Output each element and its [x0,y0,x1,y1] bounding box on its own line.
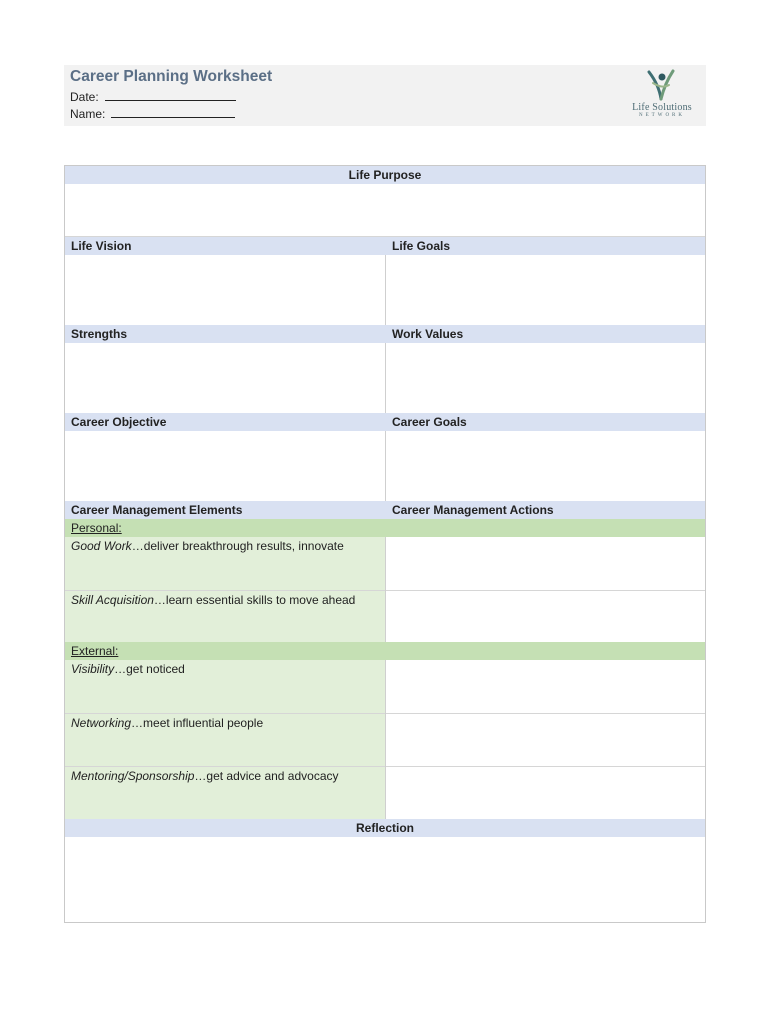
name-line [70,106,235,121]
good-work-term: Good Work [71,539,132,553]
career-objective-label: Career Objective [71,415,167,429]
external-subheader [65,642,705,660]
life-purpose-header [65,166,705,184]
name-label: Name: [70,107,106,121]
worksheet-header [64,65,706,126]
name-field[interactable] [111,106,235,118]
strengths-label: Strengths [71,327,128,341]
company-logo [624,69,700,123]
mentoring-term: Mentoring/Sponsorship [71,769,195,783]
skill-acquisition-cell [65,591,385,642]
logo-figure-icon [645,69,679,101]
reflection-label: Reflection [355,821,414,835]
date-line [70,89,236,104]
column-divider [385,255,386,325]
career-goals-label: Career Goals [392,415,467,429]
networking-desc: …meet influential people [131,716,264,730]
personal-label: Personal: [71,521,122,535]
vision-goals-header [65,237,705,255]
column-divider [385,537,386,642]
mentoring-cell [65,767,385,819]
mentoring-desc: …get advice and advocacy [194,769,339,783]
external-label: External: [71,644,119,658]
cm-elements-label: Career Management Elements [71,503,243,517]
cm-actions-label: Career Management Actions [392,503,554,517]
column-divider [385,431,386,501]
life-purpose-label: Life Purpose [348,168,422,182]
worksheet-table [64,165,706,923]
life-vision-label: Life Vision [71,239,132,253]
column-divider [385,660,386,819]
visibility-cell [65,660,385,713]
visibility-desc: …get noticed [114,662,185,676]
strengths-values-header [65,325,705,343]
date-field[interactable] [105,89,236,101]
reflection-header [65,819,705,837]
objective-goals-header [65,413,705,431]
networking-cell [65,714,385,766]
skill-term: Skill Acquisition [71,593,154,607]
good-work-desc: …deliver breakthrough results, innovate [131,539,344,553]
career-management-header [65,501,705,519]
logo-brand: Life Solutions [632,102,692,113]
logo-tagline: NETWORK [639,113,685,118]
good-work-cell [65,537,385,590]
skill-desc: …learn essential skills to move ahead [153,593,356,607]
personal-subheader [65,519,705,537]
networking-term: Networking [71,716,132,730]
column-divider [385,343,386,413]
visibility-term: Visibility [71,662,115,676]
date-label: Date: [70,90,99,104]
work-values-label: Work Values [392,327,464,341]
page-title: Career Planning Worksheet [70,68,273,85]
life-goals-label: Life Goals [392,239,451,253]
